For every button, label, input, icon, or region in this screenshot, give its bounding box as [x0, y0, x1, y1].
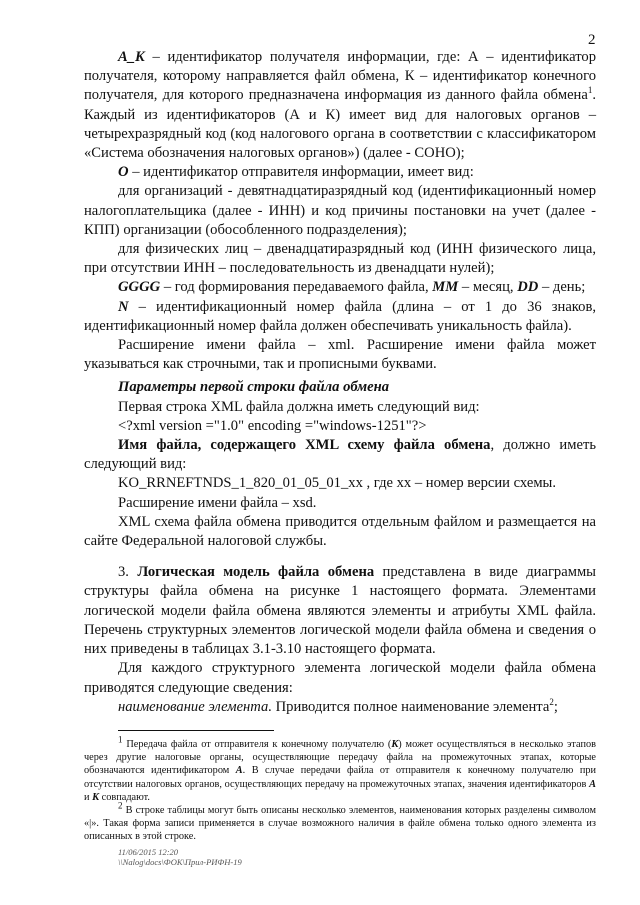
paragraph-extension: Расширение имени файла – xml. Расширение имени файла может указываться как строчными, так и прописными буквами. — [84, 337, 596, 373]
code-n: N — [118, 298, 129, 315]
text: – месяц, — [458, 279, 518, 296]
paragraph-schema-location: XML схема файла обмена приводится отдельным файлом и размещается на сайте Федеральной налоговой службы. — [84, 513, 596, 550]
file-stamp — [118, 847, 242, 867]
paragraph-element-info: Для каждого структурного элемента логической модели файла обмена приводятся следующие сведения: — [84, 660, 596, 696]
footnote-1 — [84, 734, 596, 804]
text: А — [235, 765, 243, 777]
paragraph-schema-name — [84, 436, 596, 474]
paragraph-sender-id — [84, 163, 596, 182]
text: В строке таблицы могут быть описаны несколько элементов, наименования которых разделены символом «|». Такая форма записи применяется в случае возможного наличия в файле обмена только одного элемента из описанных в этой строке. — [84, 805, 596, 843]
paragraph-date-codes — [84, 278, 596, 297]
paragraph-first-line: Первая строка XML файла должна иметь следующий вид: — [118, 398, 480, 415]
code-o: O — [118, 164, 129, 181]
xml-declaration: <?xml version ="1.0" encoding ="windows-1251"?> — [118, 417, 427, 434]
document-body — [84, 48, 596, 717]
text: представлена в виде диаграммы структуры файла обмена на рисунке 1 настоящего формата. Элементами логической модели файла обмена являются элементы и атрибуты XML файла. Перечень структурных элементов логической модели файла обмена и сведения о них приведены в таблицах 3.1-3.10 настоящего формата. — [84, 564, 596, 658]
code-mm: MM — [432, 279, 459, 296]
text: – идентификационный номер файла (длина – от 1 до 36 знаков, идентификационный номер файла должен обеспечивать уникальность файла). — [84, 298, 596, 334]
paragraph-xsd: Расширение имени файла – xsd. — [118, 494, 317, 511]
text: ) может осуществляться в несколько этапов через другие налоговые органы, осуществляющие передачу файла на промежуточных этапах, которые обозначаются идентификатором — [84, 739, 596, 777]
schema-filename: KO_RRNEFTNDS_1_820_01_05_01_xx , где хх – номер версии схемы. — [118, 475, 557, 492]
text: . Каждый из идентификаторов (А и К) имеет вид для налоговых органов – четырехразрядный код (код налогового органа в соответствии с классификатором «Система обозначения налоговых органов») (далее - СОНО); — [84, 87, 596, 162]
element-name-italic: наименование элемента. — [118, 698, 272, 715]
section-number: 3. — [118, 564, 138, 581]
paragraph-file-number — [84, 298, 596, 336]
paragraph-organizations: для организаций - девятнадцатиразрядный код (идентификационный номер налогоплательщика (далее - ИНН) и код причины постановки на учет (далее - КПП) организации (обособленного подразделения); — [84, 183, 596, 238]
text: А — [589, 778, 596, 790]
page-number: 2 — [588, 32, 596, 48]
footnote-number: 1 — [118, 734, 123, 745]
text: . В случае передачи файла от отправителя к конечному получателю при отсутствии налоговых органов, осуществляющих передачу на промежуточных этапах, значения идентификаторов — [84, 765, 596, 790]
text: – идентификатор получателя информации, где: А – идентификатор получателя, которому направляется файл обмена, К – идентификатор конечного получателя, для которого предназначена информация из данного файла обмена — [84, 49, 596, 104]
stamp-line-1: 11/06/2015 12:20 — [118, 847, 179, 857]
paragraph-recipient-id — [84, 48, 596, 163]
code-dd: DD — [517, 279, 539, 296]
text: Передача файла от отправителя к конечному получателю ( — [122, 739, 392, 750]
text: , должно иметь следующий вид: — [84, 437, 596, 473]
stamp-line-2: \\Nalog\docs\ФОК\Прил-РИФН-19 — [118, 857, 242, 867]
footnote-2 — [84, 800, 596, 844]
paragraph-element-name — [84, 698, 596, 717]
code-a-k: A_K — [118, 49, 145, 65]
paragraph-individuals: для физических лиц – двенадцатиразрядный код (ИНН физического лица, при отсутствии ИНН – последовательность из двенадцати нулей); — [84, 241, 596, 277]
footnotes — [84, 734, 596, 844]
text: К — [391, 739, 399, 750]
text: Приводится полное наименование элемента — [271, 698, 550, 715]
footnote-number: 2 — [118, 800, 123, 811]
schema-name-bold: Имя файла, содержащего XML схему файла обмена — [118, 437, 491, 454]
code-gggg: GGGG — [118, 279, 161, 296]
paragraph-logical-model — [84, 563, 596, 659]
text: ; — [553, 698, 558, 715]
footnote-separator — [118, 730, 274, 731]
text: – год формирования передаваемого файла, — [160, 279, 433, 296]
text: – идентификатор отправителя информации, имеет вид: — [128, 164, 474, 181]
footnote-ref-1: 1 — [587, 85, 593, 96]
logical-model-bold: Логическая модель файла обмена — [137, 564, 375, 581]
text: и — [84, 791, 93, 803]
text: совпадают. — [99, 791, 150, 803]
heading-first-line-params: Параметры первой строки файла обмена — [118, 379, 390, 396]
text: К — [92, 791, 100, 803]
footnote-ref-2: 2 — [549, 696, 554, 707]
text: – день; — [538, 279, 586, 296]
